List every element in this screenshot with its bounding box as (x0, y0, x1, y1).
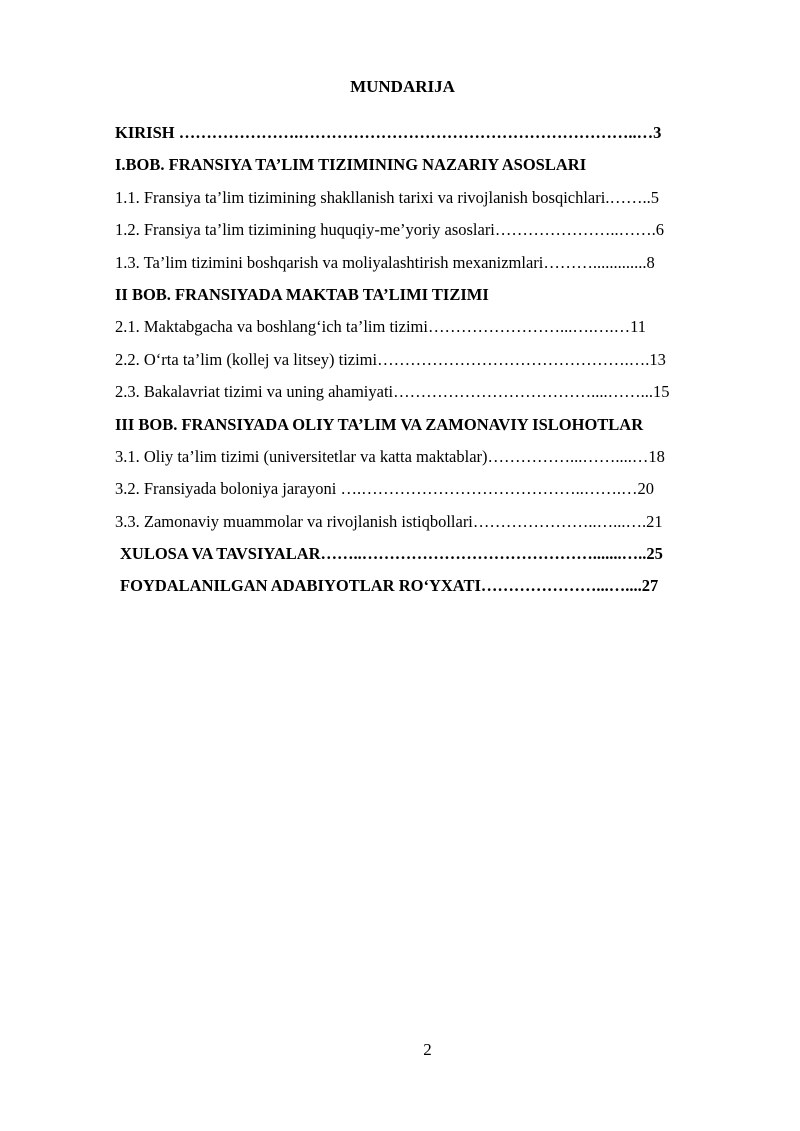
toc-section-entry: FOYDALANILGAN ADABIYOTLAR RO‘YXATI…………………...…....27 (120, 576, 659, 596)
page-title: MUNDARIJA (350, 77, 455, 96)
toc-section-entry: XULOSA VA TAVSIYALAR……..…………………………………….......…..25 (120, 544, 663, 564)
toc-subsection-entry: 3.3. Zamonaviy muammolar va rivojlanish istiqbollari…………………..…...….21 (115, 511, 663, 531)
toc-subsection-entry: 3.2. Fransiyada boloniya jarayoni ….…………………………………..…….…20 (115, 479, 654, 499)
toc-subsection-entry: 3.1. Oliy ta’lim tizimi (universitetlar va katta maktablar)……………...……....…18 (115, 446, 665, 466)
toc-subsection-entry: 1.2. Fransiya ta’lim tizimining huquqiy-me’yoriy asoslari…………………..…….6 (115, 220, 665, 240)
toc-subsection-entry: 2.2. O‘rta ta’lim (kollej va litsey) tizimi……………………………………….….13 (115, 349, 666, 369)
toc-subsection-entry: 2.1. Maktabgacha va boshlang‘ich ta’lim tizimi……………………...….….…11 (115, 317, 646, 337)
toc-section-entry: II BOB. FRANSIYADA MAKTAB TA’LIMI TIZIMI (115, 284, 489, 304)
page-number: 2 (423, 1040, 432, 1059)
toc-subsection-entry: 1.1. Fransiya ta’lim tizimining shakllanish tarixi va rivojlanish bosqichlari.……..5 (115, 187, 659, 207)
toc-subsection-entry: 2.3. Bakalavriat tizimi va uning ahamiyati………………………………....……...15 (115, 382, 670, 402)
toc-section-entry: I.BOB. FRANSIYA TA’LIM TIZIMINING NAZARIY ASOSLARI (115, 155, 587, 175)
table-of-contents (115, 117, 740, 603)
toc-section-entry: III BOB. FRANSIYADA OLIY TA’LIM VA ZAMONAVIY ISLOHOTLAR (115, 414, 644, 434)
toc-subsection-entry: 1.3. Ta’lim tizimini boshqarish va moliyalashtirish mexanizmlari……….............8 (115, 252, 655, 272)
toc-section-entry: KIRISH ………………….……………………………………………………..…3 (115, 123, 662, 142)
